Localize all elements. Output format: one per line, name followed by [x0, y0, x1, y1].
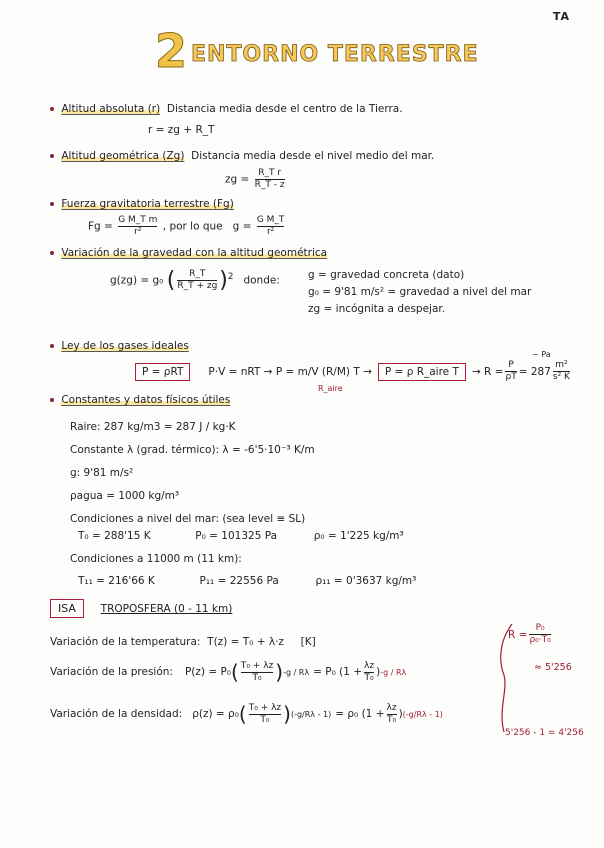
chapter-number: 2 — [155, 24, 188, 78]
km11-rho: ρ₁₁ = 0'3637 kg/m³ — [315, 575, 417, 587]
pres-fraction — [241, 661, 273, 684]
vg-exp: 2 — [227, 272, 234, 282]
altitud-absoluta-desc: Distancia media desde el centro de la Tierra. — [166, 103, 403, 115]
pres-den: T₀ — [252, 672, 262, 683]
pres-rhs: = P₀ (1 + — [313, 666, 363, 678]
bullet-icon — [50, 154, 54, 158]
page-title — [155, 24, 479, 78]
altitud-geometrica-formula — [225, 168, 287, 191]
fg-fraction — [118, 215, 157, 238]
pres-label: Variación de la presión: — [50, 666, 173, 678]
constantes-list — [70, 416, 315, 531]
fuerza-label: Fuerza gravitatoria terrestre (Fg) — [61, 198, 234, 210]
pres-lhs: P(z) = P₀ — [184, 666, 232, 678]
vg-def-2: g₀ = 9'81 m/s² = gravedad a nivel del mar — [308, 286, 532, 298]
bullet-icon — [50, 107, 54, 111]
isa-box: ISA — [50, 599, 84, 618]
dens-rhs-fraction — [387, 703, 397, 726]
fg-lhs: Fg = — [88, 220, 113, 233]
dens-lhs: ρ(z) = ρ₀ — [192, 708, 239, 720]
r-value: = 287 — [518, 365, 551, 378]
fg-mid: , por lo que — [162, 220, 223, 233]
chapter-title: ENTORNO TERRESTRE — [191, 42, 479, 67]
zg-num: R_T r — [255, 168, 285, 180]
r-note-num: P₀ — [529, 623, 550, 635]
fg-num: G M_T m — [118, 215, 158, 225]
vg-donde: donde: — [243, 274, 280, 287]
sl-values — [78, 530, 404, 542]
dens-label: Variación de la densidad: — [50, 708, 183, 720]
dens-num: T₀ + λz — [248, 702, 282, 713]
gases-formula — [135, 360, 572, 383]
constante-item-3: g: 9'81 m/s² — [70, 467, 134, 479]
r-num: P — [505, 360, 516, 372]
isa-header — [50, 602, 232, 615]
sl-p0: P₀ = 101325 Pa — [195, 530, 278, 542]
temp-unit: [K] — [300, 636, 316, 648]
bullet-icon — [50, 251, 54, 255]
r-note-fraction — [529, 623, 550, 646]
constantes-label: Constantes y datos físicos útiles — [61, 394, 231, 406]
r-note-lhs: R = — [508, 628, 528, 641]
dens-rhs-num: λz — [386, 702, 397, 713]
cond11-label: Condiciones a 11000 m (11 km): — [70, 553, 242, 565]
temp-formula: T(z) = T₀ + λ·z — [207, 636, 284, 648]
dens-exp: (-g/Rλ - 1) — [290, 709, 332, 719]
vg-def-3: zg = incógnita a despejar. — [308, 303, 446, 315]
r-unit-num: m² — [553, 360, 570, 372]
dens-note: 5'256 - 1 = 4'256 — [505, 728, 584, 738]
fuerza-formula — [88, 215, 286, 238]
gases-chain-1: P·V = nRT → P = m/V (R/M) T → — [208, 365, 372, 378]
zg-fraction — [255, 168, 285, 191]
fg-den: r² — [134, 227, 142, 237]
km11-t: T₁₁ = 216'66 K — [78, 575, 155, 587]
vg-lhs: g(zg) = g₀ — [110, 274, 164, 287]
bullet-icon — [50, 398, 54, 402]
sl-rho0: ρ₀ = 1'225 kg/m³ — [313, 530, 404, 542]
km11-p: P₁₁ = 22556 Pa — [199, 575, 279, 587]
annotation-bracket-icon — [490, 620, 520, 740]
raire-note: R_aire — [318, 384, 343, 393]
constantes-line — [50, 394, 230, 406]
altitud-geometrica-line — [50, 150, 434, 162]
r-unit-fraction — [553, 360, 570, 383]
vg-num: R_T — [177, 269, 217, 281]
bullet-icon — [50, 202, 54, 206]
gases-label: Ley de los gases ideales — [61, 340, 189, 352]
vg-def-1: g = gravedad concreta (dato) — [308, 269, 465, 281]
fuerza-line — [50, 198, 234, 210]
altitud-absoluta-line — [50, 103, 403, 115]
gases-chain-2: → R = — [471, 365, 504, 378]
variacion-g-formula: g(zg) = g₀ ( $\frac{R\_T}{R\_T + zg}$ )$^2$ donde: — [110, 268, 280, 293]
isa-pres-line: Variación de la presión: P(z) = P₀ ( $\frac{\text{T₀ + λz}}{\text{T₀}}$ ) -g / Rλ = P₀ (1 + $\frac{\lambda z}{\text{T₀}}$ ) -g / Rλ — [50, 660, 407, 684]
pa-note: ~ Pa — [532, 350, 551, 359]
g-fraction — [257, 215, 285, 238]
author-initials: TA — [552, 10, 570, 23]
variacion-g-label: Variación de la gravedad con la altitud geométrica — [61, 247, 328, 259]
g-num: G M_T — [256, 215, 285, 225]
r-note-den: ρ₀·T₀ — [529, 635, 551, 645]
pres-rhs-exp: -g / Rλ — [380, 667, 407, 677]
altitud-geometrica-label: Altitud geométrica (Zg) — [61, 150, 185, 162]
isa-dens-line: Variación de la densidad: ρ(z) = ρ₀ ( $\frac{\text{T₀ + λz}}{\text{T₀}}$ ) (-g/Rλ - 1) = ρ₀ (1 + $\frac{\lambda z}{\text{T₀}}$ ) (-g/Rλ - 1) — [50, 702, 443, 726]
r-unit-den: s² K — [552, 372, 570, 382]
constante-item-4: ρagua = 1000 kg/m³ — [70, 490, 180, 502]
dens-rhs-exp: (-g/Rλ - 1) — [402, 709, 443, 719]
temp-label: Variación de la temperatura: — [50, 636, 201, 648]
pres-rhs-fraction — [364, 661, 374, 684]
troposfera-label: TROPOSFERA (0 - 11 km) — [100, 603, 233, 615]
dens-den: T₀ — [260, 714, 270, 725]
constante-item-2: Constante λ (grad. térmico): λ = -6'5·10⁻³ K/m — [70, 444, 315, 456]
gases-line — [50, 340, 189, 352]
dens-rhs: = ρ₀ (1 + — [335, 708, 385, 720]
pres-rhs-num: λz — [364, 660, 375, 671]
altitud-absoluta-formula: r = zg + R_T — [148, 124, 215, 136]
zg-den: R_T - z — [254, 180, 285, 190]
constante-item-5: Condiciones a nivel del mar: (sea level ≡ SL) — [70, 513, 306, 525]
pres-exp: -g / Rλ — [283, 667, 310, 677]
r-fraction — [505, 360, 516, 383]
bullet-icon — [50, 344, 54, 348]
isa-temp-line — [50, 636, 316, 648]
g-den: r² — [266, 227, 275, 237]
pres-num: T₀ + λz — [240, 660, 274, 671]
altitud-absoluta-label: Altitud absoluta (r) — [61, 103, 161, 115]
sl-t0: T₀ = 288'15 K — [78, 530, 151, 542]
dens-rhs-den: T₀ — [386, 714, 397, 725]
vg-den: R_T + zg — [177, 281, 218, 291]
vg-defs — [308, 267, 531, 318]
g-lhs: g = — [232, 220, 252, 233]
km11-values — [78, 575, 416, 587]
vg-fraction — [177, 269, 217, 292]
zg-lhs: zg = — [225, 173, 250, 186]
r-den: ρT — [505, 372, 517, 382]
variacion-g-line — [50, 247, 327, 259]
pres-rhs-den: T₀ — [364, 672, 374, 683]
altitud-geometrica-desc: Distancia media desde el nivel medio del mar. — [191, 150, 435, 162]
gases-boxed-eq-2: P = ρ R_aire T — [378, 363, 466, 381]
pres-note: ≈ 5'256 — [534, 662, 572, 673]
gases-boxed-eq: P = ρRT — [135, 363, 190, 381]
constante-item-1: Raire: 287 kg/m3 = 287 J / kg·K — [70, 421, 236, 433]
dens-fraction — [249, 703, 281, 726]
